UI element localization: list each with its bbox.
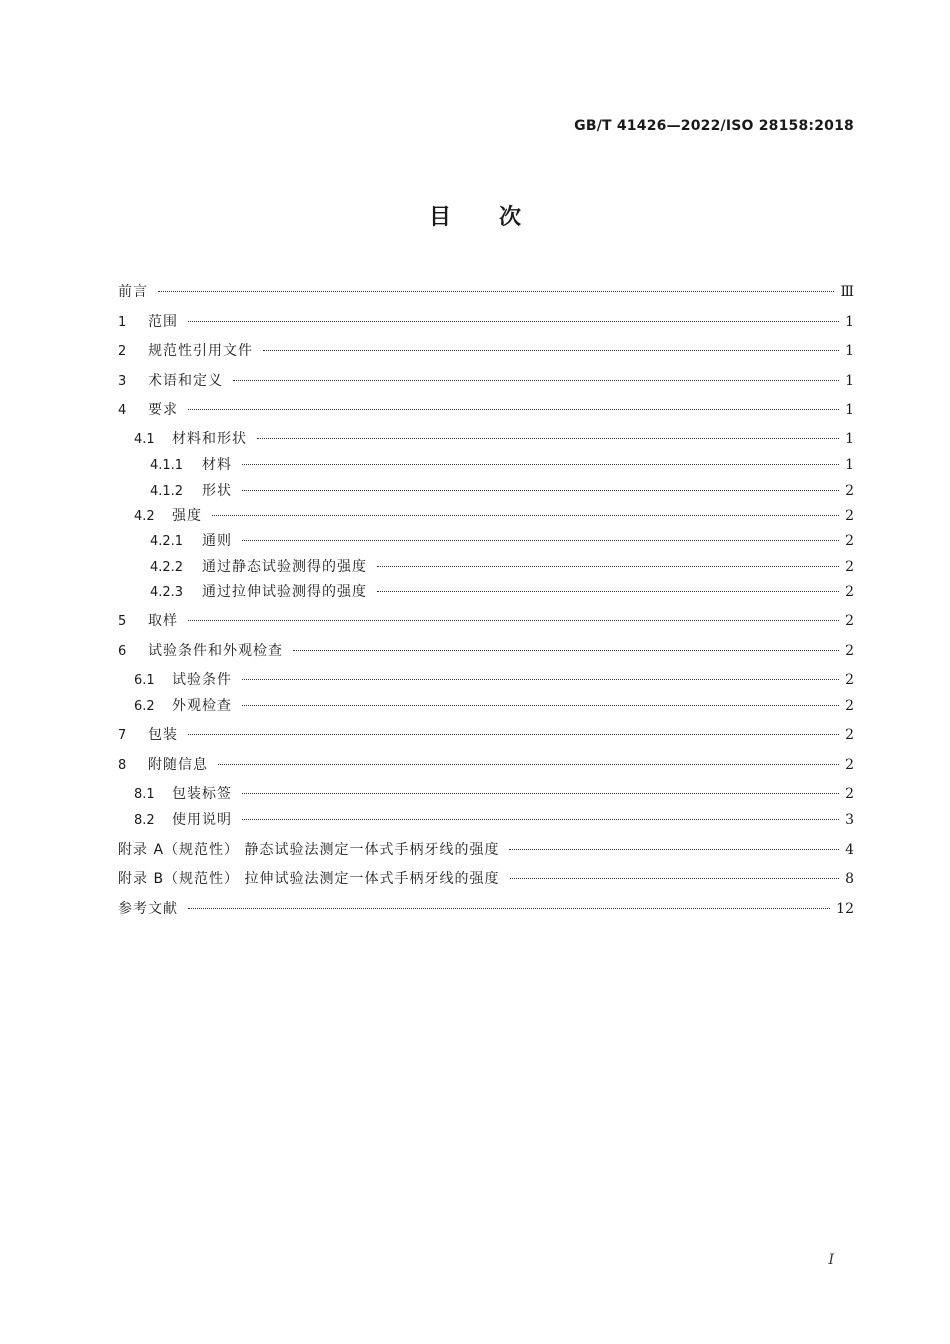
toc-entry-page: 1 — [845, 314, 854, 330]
toc-entry-number: 8 — [118, 758, 127, 773]
toc-entry[interactable] — [118, 370, 854, 392]
page-title: 目次 — [428, 205, 569, 230]
toc-entry[interactable] — [118, 839, 854, 861]
toc-entry-number: 4.1 — [134, 432, 155, 447]
toc-entry[interactable] — [118, 281, 854, 303]
toc-entry-number: 1 — [118, 315, 127, 330]
toc-entry-page: 8 — [845, 871, 854, 887]
toc-entry-label: 外观检查 — [172, 698, 232, 714]
toc-entry[interactable] — [118, 724, 854, 746]
toc-entry-page: 2 — [845, 559, 854, 575]
toc-dot-leader — [233, 380, 839, 381]
toc-entry-label: 包装 — [148, 727, 178, 743]
toc-dot-leader — [242, 793, 839, 794]
toc-entry-page: 1 — [845, 402, 854, 418]
toc-entry-label: 包装标签 — [172, 786, 232, 802]
toc-entry[interactable] — [118, 454, 854, 476]
toc-entry[interactable] — [118, 340, 854, 362]
toc-entry-number: 4.1.1 — [150, 458, 184, 473]
toc-entry-page: 1 — [845, 343, 854, 359]
toc-dot-leader — [242, 490, 839, 491]
toc-entry-label: 材料 — [202, 457, 232, 473]
toc-entry-label: 参考文献 — [118, 901, 178, 917]
standard-code: GB/T 41426—2022/ISO 28158:2018 — [574, 118, 854, 134]
toc-entry-page: Ⅲ — [840, 284, 854, 300]
toc-entry-label: 试验条件 — [172, 672, 232, 688]
toc-entry[interactable] — [118, 581, 854, 603]
toc-entry-label: 通过拉伸试验测得的强度 — [202, 584, 367, 600]
toc-dot-leader — [263, 350, 839, 351]
toc-dot-leader — [242, 540, 839, 541]
toc-dot-leader — [242, 705, 839, 706]
toc-entry[interactable] — [118, 868, 854, 890]
toc-entry[interactable] — [118, 898, 854, 920]
toc-entry[interactable] — [118, 783, 854, 805]
toc-dot-leader — [158, 291, 834, 292]
toc-entry-page: 4 — [845, 842, 854, 858]
toc-entry-label: 使用说明 — [172, 812, 232, 828]
toc-entry-number: 6.1 — [134, 673, 155, 688]
toc-entry-page: 2 — [845, 643, 854, 659]
toc-entry-label: 范围 — [148, 314, 178, 330]
toc-entry-label: 要求 — [148, 402, 178, 418]
toc-dot-leader — [242, 679, 839, 680]
toc-entry-label: 前言 — [118, 284, 148, 300]
toc-entry[interactable] — [118, 640, 854, 662]
toc-entry[interactable] — [118, 480, 854, 502]
toc-entry[interactable] — [118, 695, 854, 717]
toc-dot-leader — [377, 566, 839, 567]
toc-dot-leader — [293, 650, 839, 651]
toc-entry-page: 2 — [845, 508, 854, 524]
toc-entry-page: 12 — [836, 901, 854, 917]
toc-entry-label: 附录 A（规范性） 静态试验法测定一体式手柄牙线的强度 — [118, 842, 500, 858]
toc-entry[interactable] — [118, 311, 854, 333]
page-number: I — [828, 1252, 834, 1268]
toc-dot-leader — [377, 591, 839, 592]
toc-entry-number: 6.2 — [134, 699, 155, 714]
toc-dot-leader — [218, 764, 839, 765]
toc-entry-number: 4.2 — [134, 509, 155, 524]
toc-entry[interactable] — [118, 809, 854, 831]
toc-dot-leader — [509, 849, 839, 850]
toc-entry-number: 8.2 — [134, 813, 155, 828]
toc-dot-leader — [212, 515, 839, 516]
toc-dot-leader — [188, 409, 839, 410]
toc-entry-label: 强度 — [172, 508, 202, 524]
toc-entry-number: 4.2.3 — [150, 585, 184, 600]
toc-entry-page: 1 — [845, 431, 854, 447]
toc-entry[interactable] — [118, 505, 854, 527]
toc-entry-number: 3 — [118, 374, 127, 389]
toc-dot-leader — [242, 464, 839, 465]
toc-entry-page: 2 — [845, 786, 854, 802]
toc-dot-leader — [257, 438, 839, 439]
toc-entry[interactable] — [118, 530, 854, 552]
toc-dot-leader — [242, 819, 839, 820]
toc-entry-number: 4.2.1 — [150, 534, 184, 549]
toc-entry-page: 2 — [845, 698, 854, 714]
toc-entry-page: 1 — [845, 457, 854, 473]
toc-entry-number: 6 — [118, 644, 127, 659]
toc-entry-page: 2 — [845, 672, 854, 688]
toc-dot-leader — [188, 620, 839, 621]
toc-entry-page: 2 — [845, 757, 854, 773]
toc-entry[interactable] — [118, 669, 854, 691]
toc-entry-page: 2 — [845, 727, 854, 743]
toc-entry-page: 2 — [845, 483, 854, 499]
toc-entry-label: 试验条件和外观检查 — [148, 643, 283, 659]
toc-dot-leader — [188, 734, 839, 735]
toc-entry[interactable] — [118, 610, 854, 632]
toc-entry-label: 附录 B（规范性） 拉伸试验法测定一体式手柄牙线的强度 — [118, 871, 500, 887]
toc-entry-number: 2 — [118, 344, 127, 359]
toc-entry-label: 取样 — [148, 613, 178, 629]
toc-entry-number: 8.1 — [134, 787, 155, 802]
toc-entry[interactable] — [118, 754, 854, 776]
toc-entry-page: 3 — [845, 812, 854, 828]
toc-entry-label: 材料和形状 — [172, 431, 247, 447]
toc-entry-number: 4.2.2 — [150, 560, 184, 575]
toc-entry-label: 通则 — [202, 533, 232, 549]
toc-dot-leader — [188, 908, 830, 909]
toc-entry[interactable] — [118, 399, 854, 421]
toc-entry-page: 2 — [845, 613, 854, 629]
toc-dot-leader — [188, 321, 839, 322]
toc-entry-number: 4 — [118, 403, 127, 418]
toc-entry-label: 通过静态试验测得的强度 — [202, 559, 367, 575]
toc-dot-leader — [510, 878, 840, 879]
toc-entry-page: 2 — [845, 584, 854, 600]
toc-entry-number: 5 — [118, 614, 127, 629]
toc-entry[interactable] — [118, 556, 854, 578]
toc-entry-page: 1 — [845, 373, 854, 389]
toc-entry-number: 4.1.2 — [150, 484, 184, 499]
toc-entry[interactable] — [118, 428, 854, 450]
toc-entry-label: 规范性引用文件 — [148, 343, 253, 359]
toc-entry-label: 术语和定义 — [148, 373, 223, 389]
toc-entry-label: 形状 — [202, 483, 232, 499]
toc-entry-page: 2 — [845, 533, 854, 549]
toc-entry-label: 附随信息 — [148, 757, 208, 773]
toc-entry-number: 7 — [118, 728, 127, 743]
